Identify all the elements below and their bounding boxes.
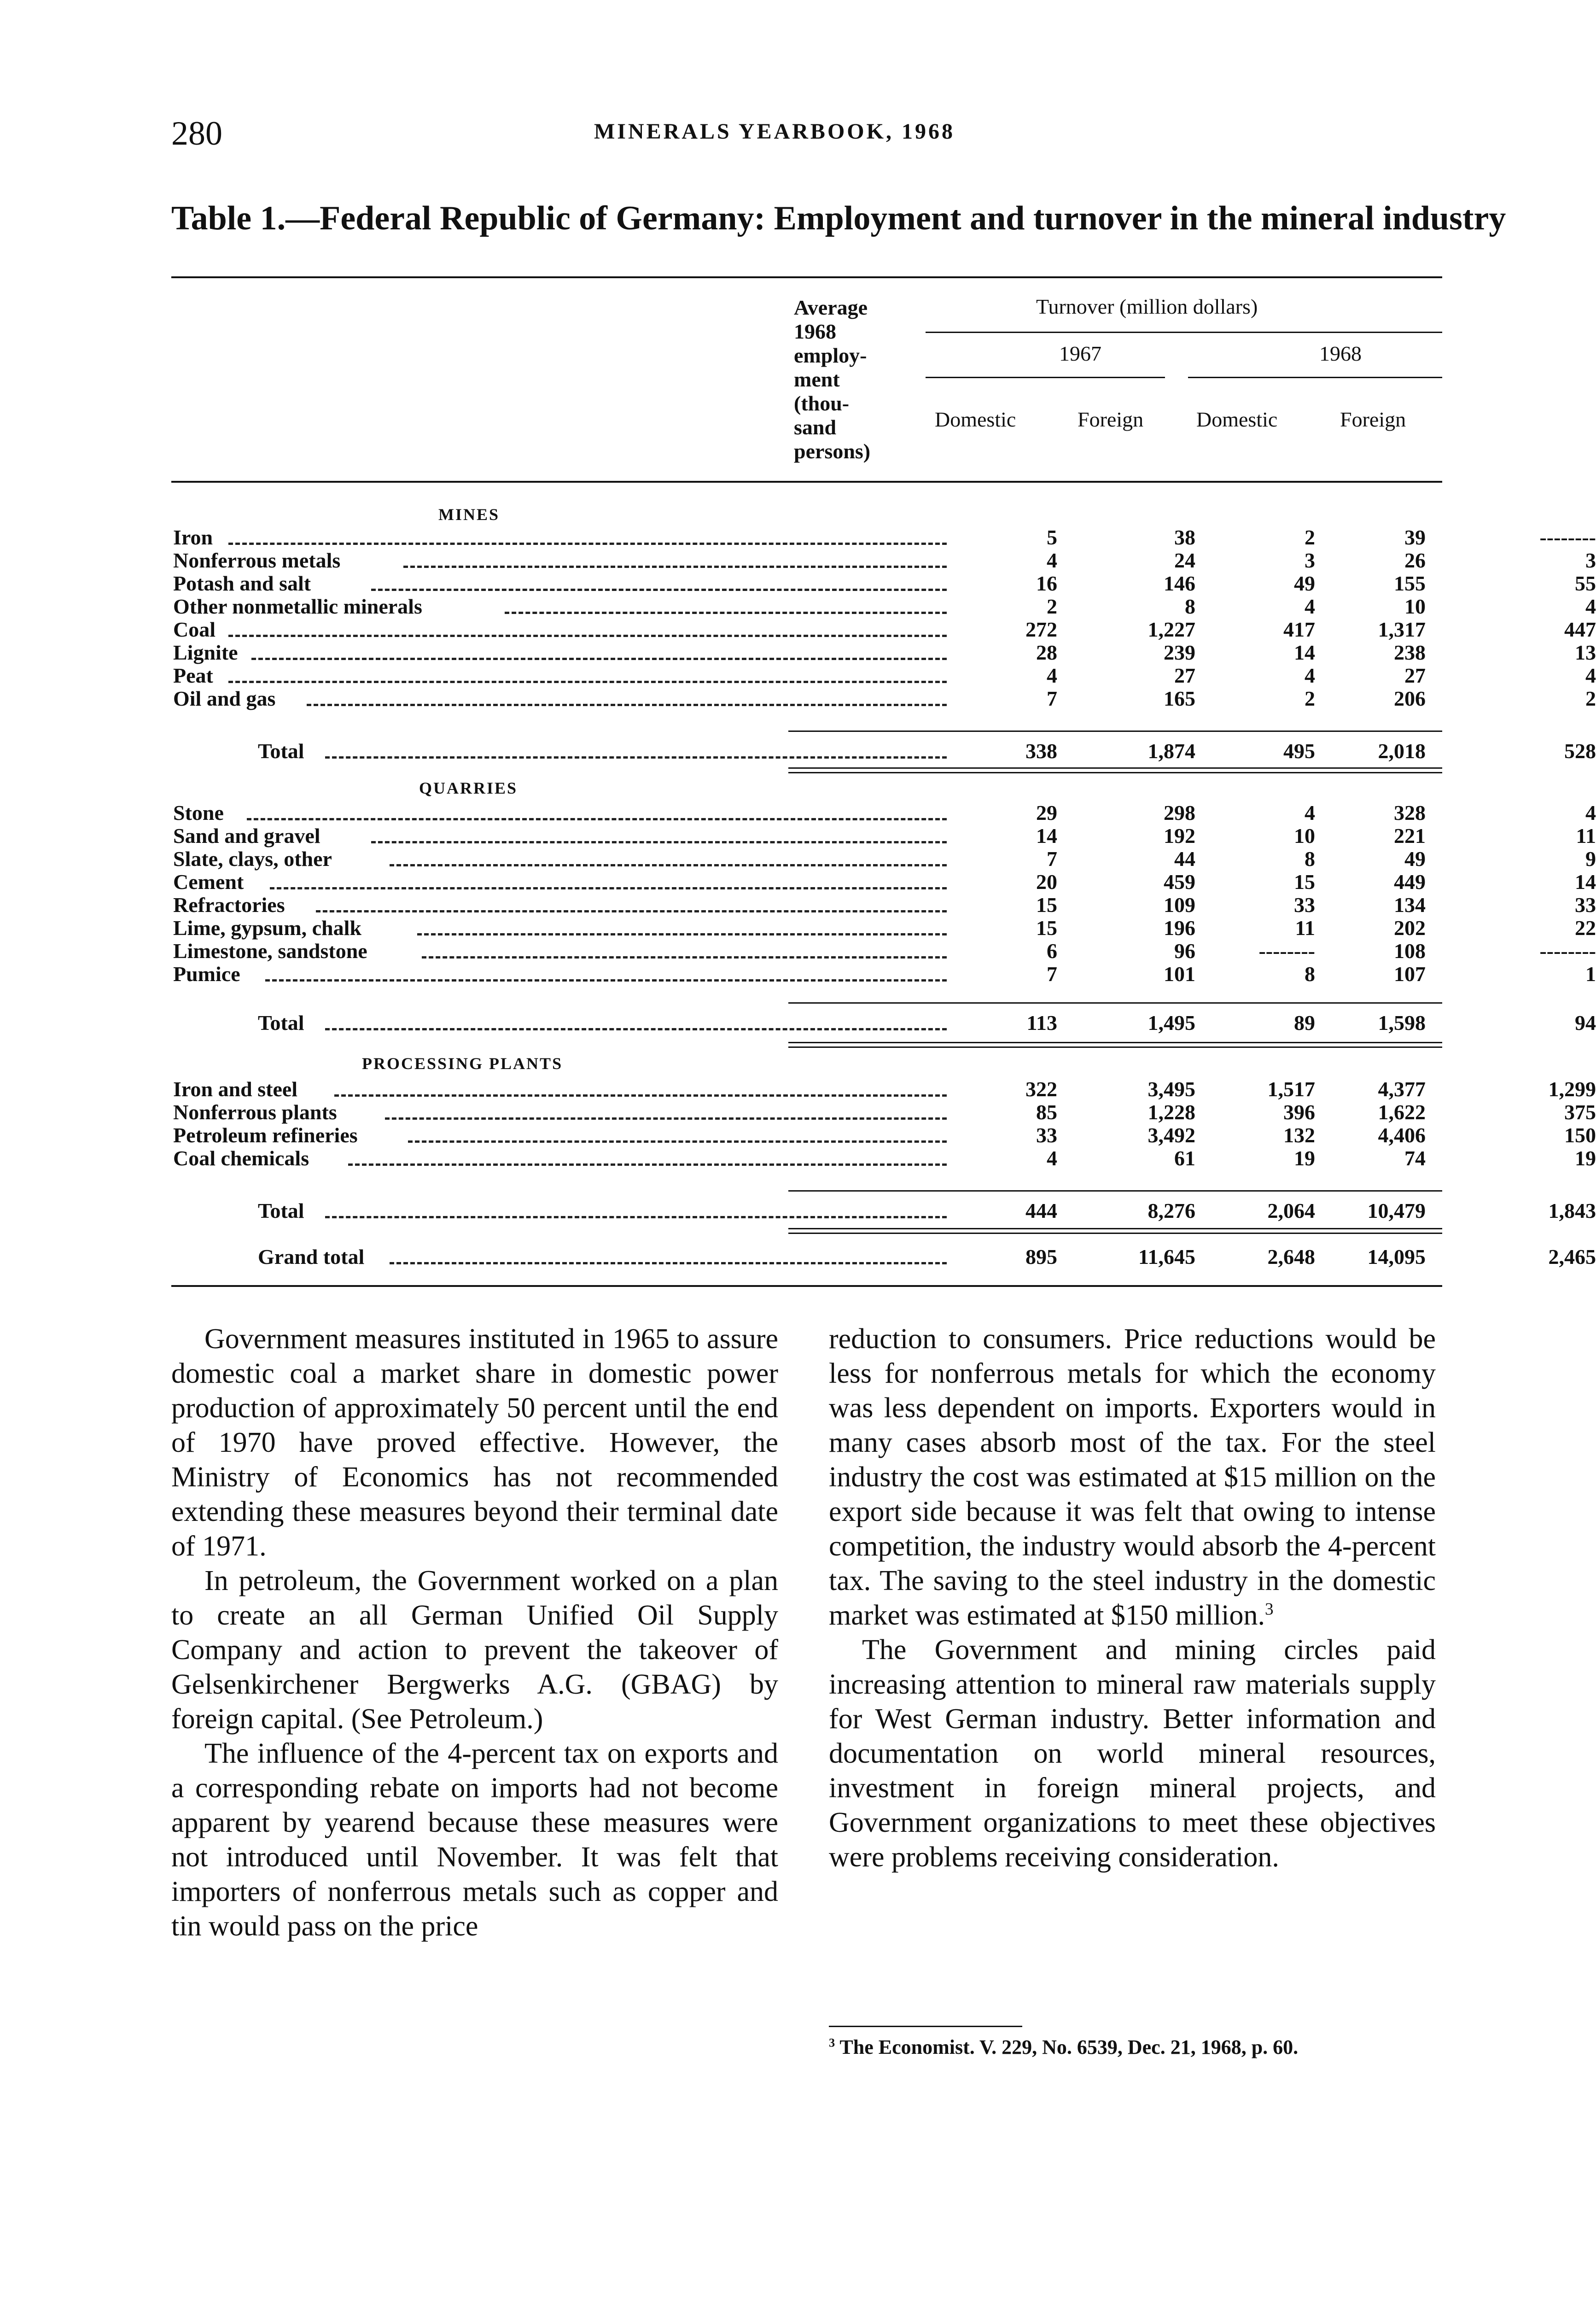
rule bbox=[788, 767, 1442, 769]
table-row: Iron 5 38 2 39 -------- bbox=[173, 526, 1596, 549]
rule bbox=[788, 1190, 1442, 1192]
table-top-rule bbox=[171, 276, 1442, 278]
turnover-rule bbox=[926, 332, 1442, 333]
grand-total-row: Grand total 895 11,645 2,648 14,095 2,465 bbox=[258, 1245, 1596, 1268]
section-label-mines: MINES bbox=[438, 505, 500, 524]
year-1967-rule bbox=[926, 377, 1165, 378]
paragraph: The Government and mining circles paid increasing attention to mineral raw materials supply for West German industry. Better information and documentation on world mineral resources, investment in foreign mineral projects, and Government organizations to meet these objectives were problems receiving consideration. bbox=[829, 1634, 1436, 1873]
table-row: Refractories 15 109 33 134 33 bbox=[173, 893, 1596, 917]
table-title: Table 1.—Federal Republic of Germany: Employment and turnover in the mineral industry bbox=[171, 199, 1506, 237]
table-row: Peat 4 27 4 27 4 bbox=[173, 664, 1596, 687]
footnote-rule bbox=[829, 2026, 1022, 2027]
running-head: MINERALS YEARBOOK, 1968 bbox=[594, 119, 955, 144]
col-foreign-1968: Foreign bbox=[1340, 408, 1406, 431]
table-row: Coal 272 1,227 417 1,317 447 bbox=[173, 618, 1596, 641]
table-row: Pumice 7 101 8 107 1 bbox=[173, 962, 1596, 986]
rule bbox=[788, 1233, 1442, 1234]
section-label-quarries: QUARRIES bbox=[419, 779, 518, 797]
rule bbox=[788, 772, 1442, 773]
body-right-column bbox=[829, 1322, 1436, 1875]
header-bottom-rule bbox=[171, 481, 1442, 483]
table-row: Sand and gravel 14 192 10 221 11 bbox=[173, 824, 1596, 848]
table-row: Stone 29 298 4 328 4 bbox=[173, 801, 1596, 824]
table-row: Lignite 28 239 14 238 13 bbox=[173, 641, 1596, 664]
table-row: Other nonmetallic minerals 2 8 4 10 4 bbox=[173, 595, 1596, 618]
table-row: Coal chemicals 4 61 19 74 19 bbox=[173, 1146, 1596, 1170]
rule bbox=[788, 1228, 1442, 1229]
paragraph: reduction to consumers. Price reductions would be less for nonferrous metals for which the economy was less dependent on imports. Exporters would in many cases absorb most of the tax. For the steel industry the cost was estimated at $15 million on the export side because it was felt that owing to intense competition, the industry would absorb the 4-percent tax. The saving to the steel industry in the domestic market was estimated at $150 million.$^3$ bbox=[829, 1323, 1436, 1631]
table-row: Oil and gas 7 165 2 206 2 bbox=[173, 687, 1596, 710]
rule bbox=[788, 731, 1442, 732]
paragraph: In petroleum, the Government worked on a plan to create an all German Unified Oil Supply Company and action to prevent the takeover of Gelsenkirchener Bergwerks A.G. (GBAG) by foreign capital. (See Petroleum.) bbox=[171, 1565, 778, 1735]
table-row: Cement 20 459 15 449 14 bbox=[173, 870, 1596, 894]
footnote-ref: 3 bbox=[1265, 1600, 1274, 1619]
rule bbox=[788, 1042, 1442, 1043]
col-foreign-1967: Foreign bbox=[1078, 408, 1144, 431]
col-1967-header: 1967 bbox=[1059, 342, 1101, 365]
col-employment-header: Average 1968 employ- ment (thou- sand persons) bbox=[794, 296, 871, 463]
total-row-processing: Total 444 8,276 2,064 10,479 1,843 bbox=[258, 1199, 1596, 1222]
total-row-quarries: Total 113 1,495 89 1,598 94 bbox=[258, 1011, 1596, 1035]
footnote: $^3$ The Economist. V. 229, No. 6539, Dec. 21, 1968, p. 60. bbox=[829, 2035, 1299, 2058]
rule bbox=[788, 1046, 1442, 1048]
table-row: Petroleum refineries 33 3,492 132 4,406 150 bbox=[173, 1123, 1596, 1147]
table-bottom-rule bbox=[171, 1285, 1442, 1287]
table-row: Slate, clays, other 7 44 8 49 9 bbox=[173, 847, 1596, 871]
year-1968-rule bbox=[1188, 377, 1442, 378]
paragraph: The influence of the 4-percent tax on exports and a corresponding rebate on imports had not become apparent by yearend because these measures were not introduced until November. It was felt that importers of nonferrous metals such as copper and tin would pass on the price bbox=[171, 1738, 778, 1942]
col-domestic-1968: Domestic bbox=[1196, 408, 1278, 431]
col-turnover-header: Turnover (million dollars) bbox=[1036, 295, 1258, 318]
paragraph: Government measures instituted in 1965 to assure domestic coal a market share in domestic power production of approximately 50 percent until the end of 1970 have proved effective. However, the Ministry of Economics has not recommended extending these measures beyond their terminal date of 1971. bbox=[171, 1323, 778, 1562]
table-row: Nonferrous metals 4 24 3 26 3 bbox=[173, 549, 1596, 572]
total-row-mines: Total 338 1,874 495 2,018 528 bbox=[258, 739, 1596, 763]
rule bbox=[788, 1002, 1442, 1004]
table-row: Nonferrous plants 85 1,228 396 1,622 375 bbox=[173, 1100, 1596, 1124]
col-1968-header: 1968 bbox=[1319, 342, 1362, 365]
page-number: 280 bbox=[171, 115, 222, 152]
table-row: Limestone, sandstone 6 96 -------- 108 -------- bbox=[173, 939, 1596, 963]
table-row: Lime, gypsum, chalk 15 196 11 202 22 bbox=[173, 916, 1596, 940]
body-left-column bbox=[171, 1322, 778, 1944]
table-row: Potash and salt 16 146 49 155 55 bbox=[173, 572, 1596, 595]
col-domestic-1967: Domestic bbox=[935, 408, 1016, 431]
table-row: Iron and steel 322 3,495 1,517 4,377 1,299 bbox=[173, 1077, 1596, 1101]
section-label-processing: PROCESSING PLANTS bbox=[362, 1054, 563, 1073]
